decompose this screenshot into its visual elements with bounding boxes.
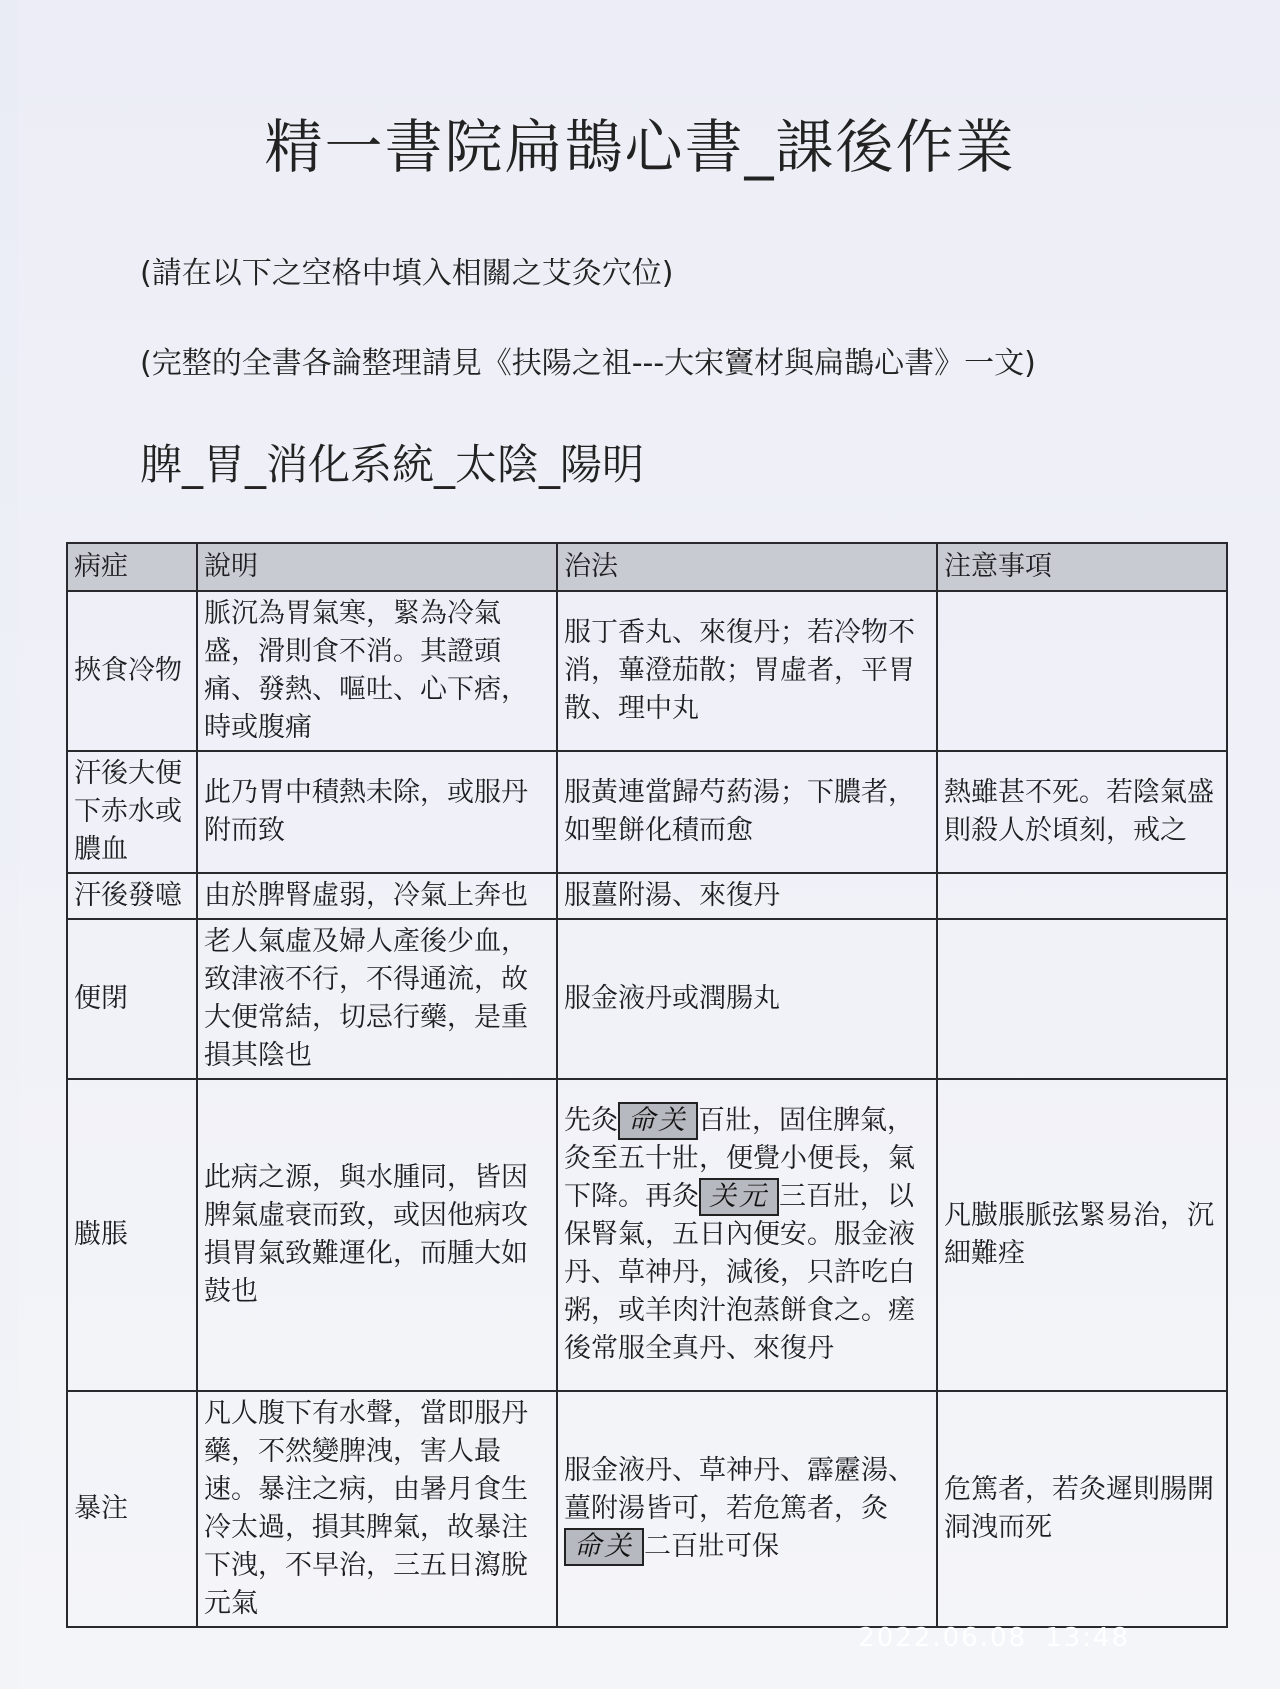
treatment-cell	[557, 1079, 937, 1391]
page-title: 精一書院扁鵲心書_課後作業	[264, 113, 1016, 181]
disease-cell: 汗後發噫	[67, 873, 197, 919]
notes-cell	[937, 873, 1227, 919]
homework-table	[66, 542, 1228, 1628]
instruction-text: (請在以下之空格中填入相關之艾灸穴位)	[140, 256, 674, 291]
acupoint-answer-box[interactable]: 关元	[699, 1178, 779, 1216]
photo-timestamp	[840, 1623, 1130, 1653]
table-row	[67, 1079, 1227, 1391]
description-cell: 凡人腹下有水聲，當即服丹藥，不然變脾洩，害人最速。暴注之病，由暑月食生冷太過，損其脾氣，故暴注下洩，不早治，三五日瀉脫元氣	[197, 1391, 557, 1627]
notes-cell: 凡臌脹脈弦緊易治，沉細難痊	[937, 1079, 1227, 1391]
description-cell: 此病之源，與水腫同，皆因脾氣虛衰而致，或因他病攻損胃氣致難運化，而腫大如鼓也	[197, 1079, 557, 1391]
section-heading: 脾_胃_消化系統_太陰_陽明	[140, 440, 645, 489]
header-description: 說明	[197, 543, 557, 591]
disease-cell: 臌脹	[67, 1079, 197, 1391]
table-row	[67, 919, 1227, 1079]
table-row	[67, 751, 1227, 873]
treatment-text: 二百壯可保	[644, 1531, 779, 1562]
treatment-text: 服金液丹、草神丹、霹靂湯、薑附湯皆可，若危篤者，灸	[564, 1455, 915, 1524]
treatment-cell: 服金液丹或潤腸丸	[557, 919, 937, 1079]
reference-text: (完整的全書各論整理請見《扶陽之祖---大宋竇材與扁鵲心書》一文)	[140, 346, 1036, 381]
notes-cell	[937, 919, 1227, 1079]
timestamp-date: 2022.06.08	[858, 1623, 1028, 1653]
description-cell: 由於脾腎虛弱，冷氣上奔也	[197, 873, 557, 919]
header-treatment: 治法	[557, 543, 937, 591]
acupoint-answer-box[interactable]: 命关	[564, 1528, 644, 1566]
treatment-cell: 服丁香丸、來復丹；若冷物不消，蓽澄茄散；胃虛者，平胃散、理中丸	[557, 591, 937, 751]
treatment-cell: 服黃連當歸芍葯湯；下膿者，如聖餅化積而愈	[557, 751, 937, 873]
treatment-cell	[557, 1391, 937, 1627]
table-header-row	[67, 543, 1227, 591]
table-row	[67, 591, 1227, 751]
timestamp-time: 13:48	[1045, 1623, 1130, 1653]
description-cell: 脈沉為胃氣寒，緊為冷氣盛，滑則食不消。其證頭痛、發熱、嘔吐、心下痞，時或腹痛	[197, 591, 557, 751]
header-notes: 注意事項	[937, 543, 1227, 591]
disease-cell: 便閉	[67, 919, 197, 1079]
acupoint-answer-box[interactable]: 命关	[618, 1102, 698, 1140]
disease-cell: 汗後大便下赤水或膿血	[67, 751, 197, 873]
notes-cell: 熱雖甚不死。若陰氣盛則殺人於頃刻，戒之	[937, 751, 1227, 873]
disease-cell: 暴注	[67, 1391, 197, 1627]
notes-cell	[937, 591, 1227, 751]
table-row	[67, 873, 1227, 919]
treatment-text: 三百壯，以保腎氣，五日內便安。服金液丹、草神丹，減後，只許吃白粥，或羊肉汁泡蒸餅食之。瘥後常服全真丹、來復丹	[564, 1181, 915, 1364]
header-disease: 病症	[67, 543, 197, 591]
treatment-text: 先灸	[564, 1105, 618, 1136]
treatment-text: 百壯，固住脾氣，灸至五十壯，便覺小便長，氣下降。再灸	[564, 1105, 915, 1212]
notes-cell: 危篤者，若灸遲則腸開洞洩而死	[937, 1391, 1227, 1627]
description-cell: 此乃胃中積熱未除，或服丹附而致	[197, 751, 557, 873]
disease-cell: 挾食冷物	[67, 591, 197, 751]
description-cell: 老人氣虛及婦人產後少血，致津液不行，不得通流，故大便常結，切忌行藥，是重損其陰也	[197, 919, 557, 1079]
table-row	[67, 1391, 1227, 1627]
treatment-cell: 服薑附湯、來復丹	[557, 873, 937, 919]
